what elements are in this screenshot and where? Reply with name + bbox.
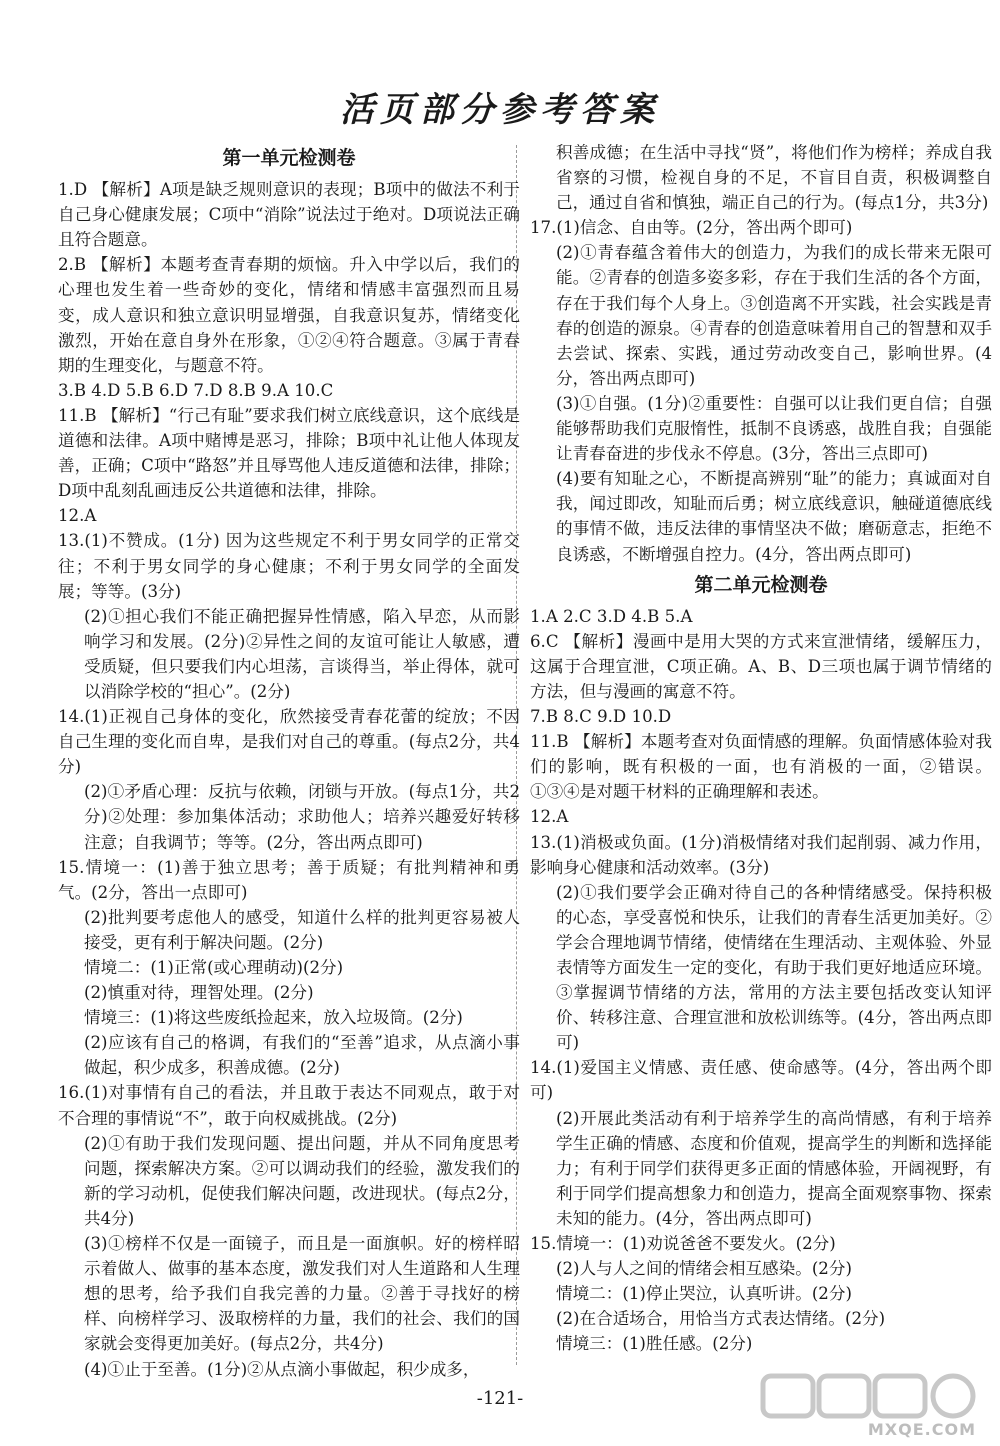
answer-paragraph: 15.情境一：(1)善于独立思考；善于质疑；有批判精神和勇气。(2分，答出一点即可) xyxy=(58,857,520,902)
answer-paragraph: 积善成德；在生活中寻找“贤”，将他们作为榜样；养成自我省察的习惯，检视自身的不足，不盲目自责，积极调整自己，通过自省和慎独，端正自己的行为。(每点1分，共3分) xyxy=(556,143,992,213)
answer-paragraph: (2)慎重对待，理智处理。(2分) xyxy=(84,983,314,1003)
answer-paragraph: (2)①担心我们不能正确把握异性情感，陷入早恋，从而影响学习和发展。(2分)②异性之间的友谊可能让人敏感，遭受质疑，但只要我们内心坦荡，言谈得当，举止得体，就可以消除学校的“担心”。(2分) xyxy=(84,606,520,701)
answer-paragraph: 14.(1)爱国主义情感、责任感、使命感等。(4分，答出两个即可) xyxy=(530,1058,992,1103)
answer-paragraph: 情境二：(1)正常(或心理萌动)(2分) xyxy=(84,958,344,977)
answer-paragraph: (3)①自强。(1分)②重要性：自强可以让我们更自信；自强能够帮助我们克服惰性，抵制不良诱惑，战胜自我；自强能让青春奋进的步伐永不停息。(3分，答出三点即可) xyxy=(556,393,992,464)
answer-paragraph: 1.A 2.C 3.D 4.B 5.A xyxy=(530,606,693,626)
page-number: -121- xyxy=(476,1388,524,1409)
answer-paragraph: 12.A xyxy=(530,807,569,827)
left-column xyxy=(58,140,520,1382)
answer-paragraph: 2.B 【解析】本题考查青春期的烦恼。升入中学以后，我们的心理也发生着一些奇妙的变化，情绪和情感丰富强烈而且易变，成人意识和独立意识明显增强，自我意识复苏，情绪变化激烈，开始在意自身外在形象，①②④符合题意。③属于青春期的生理变化，与题意不符。 xyxy=(58,255,520,375)
answer-paragraph: (2)在合适场合，用恰当方式表达情绪。(2分) xyxy=(556,1309,886,1329)
answer-paragraph: 情境三：(1)将这些废纸捡起来，放入垃圾筒。(2分) xyxy=(84,1008,463,1028)
section-heading: 第二单元检测卷 xyxy=(694,573,828,596)
answer-paragraph: 6.C 【解析】漫画中是用大哭的方式来宣泄情绪，缓解压力，这属于合理宣泄，C项正确。A、B、D三项也属于调节情绪的方法，但与漫画的寓意不符。 xyxy=(530,631,992,701)
answer-paragraph: (4)要有知耻之心，不断提高辨别“耻”的能力；真诚面对自我，闻过即改，知耻而后勇；树立底线意识，触碰道德底线的事情不做，违反法律的事情坚决不做；磨砺意志，拒绝不良诱惑，不断增强自控力。(4分，答出两点即可) xyxy=(556,469,992,564)
page-title: 活页部分参考答案 xyxy=(340,90,660,130)
answer-paragraph: (2)开展此类活动有利于培养学生的高尚情感，有利于培养学生正确的情感、态度和价值观，提高学生的判断和选择能力；有利于同学们获得更多正面的情感体验，开阔视野，有利于同学们提高想象力和创造力，提高全面观察事物、探索未知的能力。(4分，答出两点即可) xyxy=(556,1108,992,1228)
answer-paragraph: (2)①矛盾心理：反抗与依赖，闭锁与开放。(每点1分，共2分)②处理：参加集体活动；求助他人；培养兴趣爱好转移注意；自我调节；等等。(2分，答出两点即可) xyxy=(84,782,520,852)
answer-paragraph: 13.(1)消极或负面。(1分)消极情绪对我们起削弱、减力作用，影响身心健康和活动效率。(3分) xyxy=(530,832,992,877)
answer-paragraph: 15.情境一：(1)劝说爸爸不要发火。(2分) xyxy=(530,1234,836,1254)
answer-paragraph: 17.(1)信念、自由等。(2分，答出两个即可) xyxy=(530,218,853,238)
answer-paragraph: (3)①榜样不仅是一面镜子，而且是一面旗帜。好的榜样昭示着做人、做事的基本态度，激发我们对人生道路和人生理想的思考，给予我们自我完善的力量。②善于寻找好的榜样、向榜样学习、汲取榜样的力量，我们的社会、我们的国家就会变得更加美好。(每点2分，共4分) xyxy=(84,1234,520,1354)
answer-paragraph: 13.(1)不赞成。(1分) 因为这些规定不利于男女同学的正常交往；不利于男女同学的身心健康；不利于男女同学的全面发展；等等。(3分) xyxy=(58,531,520,601)
answer-paragraph: 11.B 【解析】“行己有耻”要求我们树立底线意识，这个底线是道德和法律。A项中赌博是恶习，排除；B项中礼让他人体现友善，正确；C项中“路怒”并且辱骂他人违反道德和法律，排除；D项中乱刻乱画违反公共道德和法律，排除。 xyxy=(58,405,520,501)
answer-paragraph: 3.B 4.D 5.B 6.D 7.D 8.B 9.A 10.C xyxy=(58,380,334,400)
answer-paragraph: (2)批判要考虑他人的感受，知道什么样的批判更容易被人接受，更有利于解决问题。(2分) xyxy=(84,907,520,952)
watermark-text: MXQE.COM xyxy=(867,1420,976,1439)
answer-paragraph: 14.(1)正视自己身体的变化，欣然接受青春花蕾的绽放；不因自己生理的变化而自卑，是我们对自己的尊重。(每点2分，共4分) xyxy=(58,707,520,777)
answer-paragraph: (2)①青春蕴含着伟大的创造力，为我们的成长带来无限可能。②青春的创造多姿多彩，存在于我们生活的各个方面，存在于我们每个人身上。③创造离不开实践，社会实践是青春的创造的源泉。④青春的创造意味着用自己的智慧和双手去尝试、探索、实践，通过劳动改变自己，影响世界。(4分，答出两点即可) xyxy=(556,243,992,388)
answer-paragraph: 16.(1)对事情有自己的看法，并且敢于表达不同观点，敢于对不合理的事情说“不”，敢于向权威挑战。(2分) xyxy=(58,1083,520,1128)
answer-paragraph: (2)应该有自己的格调，有我们的“至善”追求，从点滴小事做起，积少成多，积善成德。(2分) xyxy=(84,1033,520,1078)
answer-paragraph: 11.B 【解析】本题考查对负面情感的理解。负面情感体验对我们的影响，既有积极的一面，也有消极的一面，②错误。①③④是对题干材料的正确理解和表述。 xyxy=(530,732,992,802)
right-column xyxy=(530,140,992,1357)
answer-paragraph: (2)①我们要学会正确对待自己的各种情绪感受。保持积极的心态，享受喜悦和快乐，让我们的青春生活更加美好。②学会合理地调节情绪，使情绪在生理活动、主观体验、外显表情等方面发生一定的变化，有助于我们更好地适应环境。③掌握调节情绪的方法，常用的方法主要包括改变认知评价、转移注意、合理宣泄和放松训练等。(4分，答出两点即可) xyxy=(556,882,992,1053)
answer-paragraph: (4)①止于至善。(1分)②从点滴小事做起，积少成多， xyxy=(84,1359,480,1379)
answer-paragraph: 1.D 【解析】A项是缺乏规则意识的表现；B项中的做法不利于自己身心健康发展；C项中“消除”说法过于绝对。D项说法正确且符合题意。 xyxy=(58,180,520,250)
section-heading: 第一单元检测卷 xyxy=(222,147,356,169)
answer-paragraph: 情境三：(1)胜任感。(2分) xyxy=(556,1334,753,1354)
answer-paragraph: (2)①有助于我们发现问题、提出问题，并从不同角度思考问题，探索解决方案。②可以调动我们的经验，激发我们的新的学习动机，促使我们解决问题，改进现状。(每点2分，共4分) xyxy=(84,1133,520,1228)
answer-paragraph: 7.B 8.C 9.D 10.D xyxy=(530,707,672,727)
answer-paragraph: 情境二：(1)停止哭泣，认真听讲。(2分) xyxy=(556,1284,852,1304)
answer-paragraph: 12.A xyxy=(58,506,97,526)
answer-paragraph: (2)人与人之间的情绪会相互感染。(2分) xyxy=(556,1259,852,1279)
